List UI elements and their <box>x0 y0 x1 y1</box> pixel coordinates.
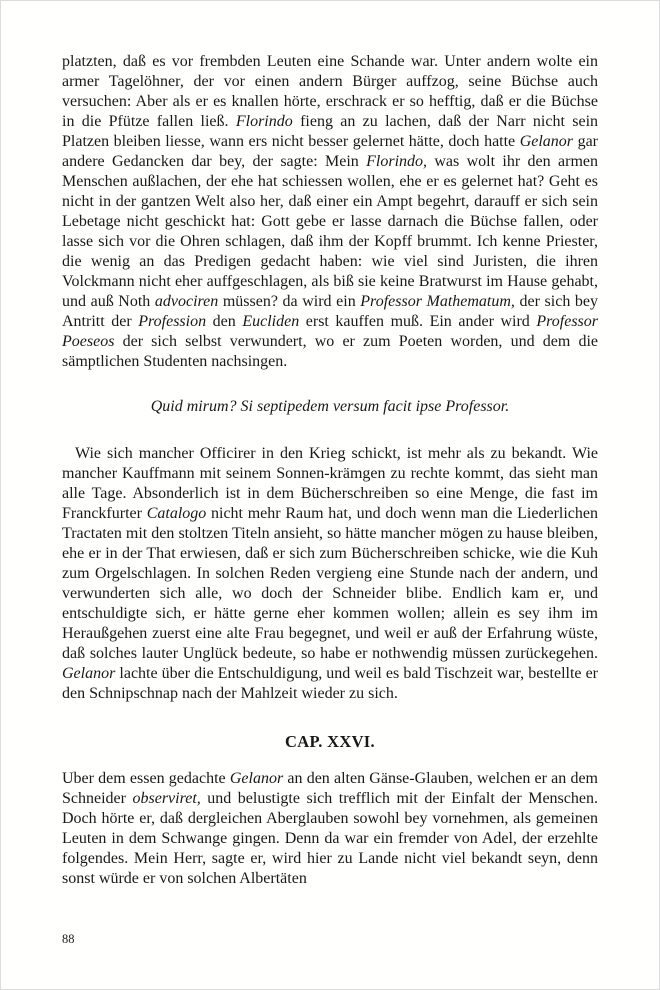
italic-text: Catalogo <box>146 505 207 522</box>
italic-text: Gelanor <box>62 665 116 682</box>
bold-text: CAP. XXVI. <box>285 732 375 751</box>
page-number: 88 <box>62 932 75 946</box>
italic-text: observiret, <box>132 790 201 807</box>
italic-text: Quid mirum? Si septipedem versum facit ipse Professor. <box>150 398 510 415</box>
italic-text: Florindo <box>235 113 293 130</box>
verse-line <box>62 397 598 417</box>
italic-text: Eucliden <box>242 313 300 330</box>
italic-text: Professor Mathematum, <box>360 293 515 310</box>
chapter-heading <box>62 732 598 752</box>
paragraph: platzten, daß es vor frembden Leuten eine Schande war. Unter andern wolte ein armer Tagelöhner, der vor einen andern Bürger auffzog, seine Büchse auch versuchen: Aber als er es knallen hörte, erschrack er so hefftig, daß er die Büchse in die Pfütze fallen ließ. Florindo fieng an zu lachen, daß der Narr nicht sein Platzen bleiben liesse, wann ers nicht besser gelernet hätte, doch hatte Gelanor gar andere Gedancken dar bey, der sagte: Mein Florindo, was wolt ihr den armen Menschen außlachen, der ehe hat schiessen wollen, ehe er es gelernet hat? Geht es nicht in der gantzen Welt also her, daß einer ein Ampt begehrt, darauff er sich sein Lebetage nicht geschickt hat: Gott gebe er lasse darnach die Büchse fallen, oder lasse sich vor die Ohren schlagen, daß ihm der Kopff brummt. Ich kenne Priester, die wenig an das Predigen gedacht haben: wie viel sind Juristen, die ihren Volckmann nicht eher auffgeschlagen, als biß sie keine Bratwurst im Hause gehabt, und auß Noth advociren müssen? da wird ein Professor Mathematum, der sich bey Antritt der Profession den Eucliden erst kauffen muß. Ein ander wird Professor Poeseos der sich selbst verwundert, wo er zum Poeten worden, und dem die sämptlichen Studenten nachsingen. <box>62 53 599 370</box>
italic-text: advociren <box>154 293 219 310</box>
italic-text: Gelanor <box>229 770 284 787</box>
italic-text: Profession <box>138 313 207 330</box>
text-body <box>62 52 598 889</box>
italic-text: Florindo, <box>366 153 428 170</box>
paragraph: Wie sich mancher Officirer in den Krieg schickt, ist mehr als zu bekandt. Wie mancher Kauffmann mit seinem Sonnen-krämgen zu rechte kommt, das sieht man alle Tage. Absonderlich ist in dem Bücherschreiben so eine Menge, die fast im Franckfurter Catalogo nicht mehr Raum hat, und doch wenn man die Liederlichen Tractaten mit den stoltzen Titeln ansieht, so hätte mancher mögen zu hause bleiben, ehe er in der That erwiesen, daß er sich zum Bücherschreiben schicke, wie die Kuh zum Orgelschlagen. In solchen Reden vergieng eine Stunde nach der andern, und verwunderten sich alle, wo doch der Schneider blibe. Endlich kam er, und entschuldigte sich, er hätte gerne eher kommen wollen; allein es sey ihm im Heraußgehen zuerst eine alte Frau begegnet, und weil er auß der Erfahrung wüste, daß solches lauter Unglück bedeute, so habe er nothwendig müssen zurückegehen. Gelanor lachte über die Entschuldigung, und weil es bald Tischzeit war, bestellte er den Schnipschnap nach der Mahlzeit wieder zu sich. <box>62 445 598 702</box>
italic-text: Gelanor <box>519 133 574 150</box>
italic-text: Professor Poeseos <box>62 313 598 350</box>
paragraph: Uber dem essen gedachte Gelanor an den alten Gänse-Glauben, welchen er an dem Schneider observiret, und belustigte sich trefflich mit der Einfalt der Menschen. Doch hörte er, daß dergleichen Aberglauben sowohl bey vornehmen, als gemeinen Leuten in dem Schwange gingen. Denn da war ein fremder von Adel, der erzehlte folgendes. Mein Herr, sagte er, wird hier zu Lande nicht viel bekandt seyn, denn sonst würde er von solchen Albertäten <box>62 770 598 887</box>
